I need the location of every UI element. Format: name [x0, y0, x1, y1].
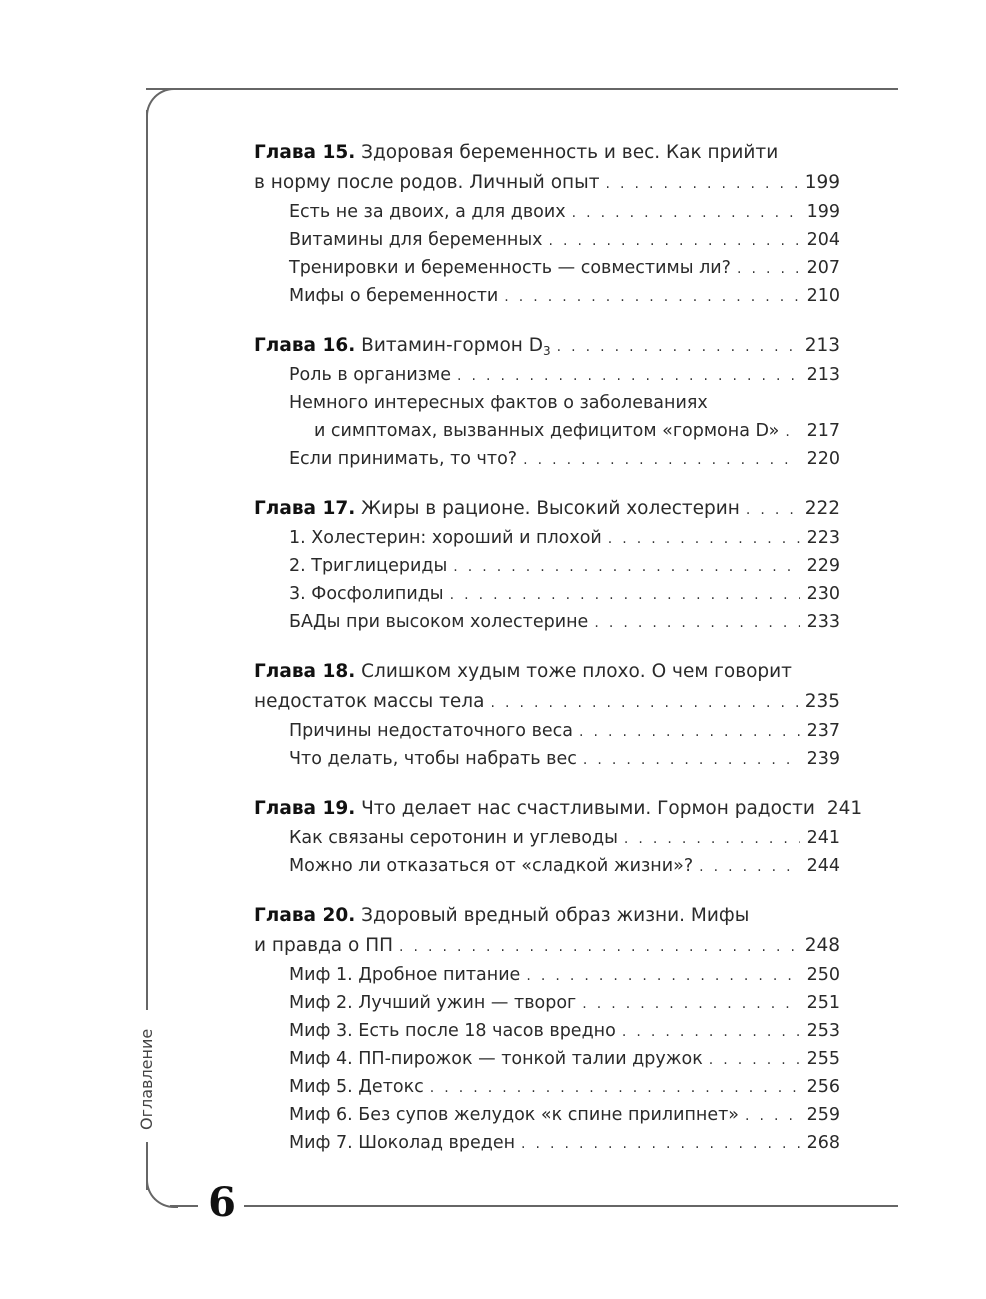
frame-bottom-corner: [146, 1170, 178, 1208]
page-number: 6: [208, 1179, 236, 1226]
leader-dots: [785, 418, 800, 446]
toc-entry[interactable]: [254, 445, 840, 473]
chapter-title-cont: и правда о ПП: [254, 935, 394, 956]
page-ref: 239: [806, 749, 840, 769]
leader-dots: [737, 255, 800, 283]
toc-entry[interactable]: [254, 989, 840, 1017]
leader-dots: [745, 1102, 800, 1130]
page-ref: 255: [806, 1049, 840, 1069]
leader-dots: [594, 609, 800, 637]
entry-title: Миф 2. Лучший ужин — творог: [289, 993, 577, 1013]
page-ref: 256: [806, 1077, 840, 1097]
entry-title: Миф 3. Есть после 18 часов вредно: [289, 1021, 616, 1041]
frame-top-corner: [146, 88, 178, 120]
chapter-title: Слишком худым тоже плохо. О чем говорит: [361, 661, 792, 682]
page-ref: 204: [806, 230, 840, 250]
chapter-number: Глава 19.: [254, 798, 356, 819]
toc-entry[interactable]: [254, 824, 840, 852]
leader-dots: [526, 962, 800, 990]
leader-dots: [399, 932, 799, 962]
entry-title: БАДы при высоком холестерине: [289, 612, 589, 632]
page-ref: 241: [806, 828, 840, 848]
leader-dots: [608, 525, 800, 553]
chapter-title-cont: в норму после родов. Личный опыт: [254, 172, 600, 193]
entry-title: Тренировки и беременность — совместимы ли?: [289, 258, 731, 278]
toc-entry[interactable]: [254, 1045, 840, 1073]
leader-dots: [699, 853, 800, 881]
toc-entry[interactable]: [254, 198, 840, 226]
toc-entry[interactable]: [254, 524, 840, 552]
toc-entry[interactable]: [254, 254, 840, 282]
page-ref: 229: [806, 556, 840, 576]
entry-title: Можно ли отказаться от «сладкой жизни»?: [289, 856, 694, 876]
leader-dots: [457, 362, 800, 390]
page-ref: 248: [804, 935, 840, 956]
page-ref: 217: [806, 421, 840, 441]
chapter-number: Глава 16.: [254, 335, 356, 356]
entry-title: Есть не за двоих, а для двоих: [289, 202, 566, 222]
chapter-number: Глава 18.: [254, 661, 356, 682]
chapter-heading[interactable]: [254, 138, 840, 168]
chapter-title-cont: недостаток массы тела: [254, 691, 485, 712]
leader-dots: [583, 746, 800, 774]
toc-entry-multiline[interactable]: [254, 389, 840, 417]
entry-title: Миф 1. Дробное питание: [289, 965, 521, 985]
page-ref: 250: [806, 965, 840, 985]
leader-dots: [572, 199, 800, 227]
leader-dots: [557, 332, 799, 362]
leader-dots: [430, 1074, 800, 1102]
page-ref: 213: [806, 365, 840, 385]
entry-title: 2. Триглицериды: [289, 556, 448, 576]
page-ref: 259: [806, 1105, 840, 1125]
toc-entry[interactable]: [254, 961, 840, 989]
page-ref: 199: [806, 202, 840, 222]
leader-dots: [624, 825, 800, 853]
entry-title: 3. Фосфолипиды: [289, 584, 444, 604]
page-ref: 220: [806, 449, 840, 469]
leader-dots: [579, 718, 800, 746]
page-ref: 253: [806, 1021, 840, 1041]
page-ref: 210: [806, 286, 840, 306]
entry-title: Как связаны серотонин и углеводы: [289, 828, 618, 848]
leader-dots: [523, 446, 800, 474]
page-ref: 268: [806, 1133, 840, 1153]
chapter-title: Здоровый вредный образ жизни. Мифы: [361, 905, 750, 926]
toc-entry[interactable]: [254, 1129, 840, 1157]
leader-dots: [453, 553, 800, 581]
chapter-17: [254, 494, 840, 636]
chapter-title: Витамин-гормон D: [361, 335, 543, 356]
leader-dots: [490, 688, 798, 718]
entry-title: Миф 6. Без супов желудок «к спине прилипнет»: [289, 1105, 739, 1125]
page-ref: 244: [806, 856, 840, 876]
chapter-20: [254, 901, 840, 1157]
entry-title: Миф 4. ПП-пирожок — тонкой талии дружок: [289, 1049, 703, 1069]
leader-dots: [622, 1018, 800, 1046]
page-ref: 237: [806, 721, 840, 741]
leader-dots: [746, 495, 799, 525]
chapter-heading-cont[interactable]: [254, 687, 840, 717]
entry-title-cont: и симптомах, вызванных дефицитом «гормона D»: [314, 421, 780, 441]
frame-bottom-rule-right: [244, 1205, 898, 1207]
running-head: Оглавление: [137, 1028, 156, 1130]
page-ref: 213: [804, 335, 840, 356]
page-ref: 222: [804, 498, 840, 519]
leader-dots: [504, 283, 800, 311]
page-ref: 230: [806, 584, 840, 604]
frame-left-rule-upper: [146, 110, 148, 1010]
entry-title: Витамины для беременных: [289, 230, 543, 250]
page-ref: 223: [806, 528, 840, 548]
toc-entry[interactable]: [254, 717, 840, 745]
leader-dots: [582, 990, 800, 1018]
chapter-18: [254, 657, 840, 773]
chapter-heading-cont[interactable]: [254, 931, 840, 961]
chapter-16: [254, 331, 840, 473]
page-ref: 233: [806, 612, 840, 632]
toc-entry[interactable]: [254, 1101, 840, 1129]
page-ref: 207: [806, 258, 840, 278]
entry-title: Что делать, чтобы набрать вес: [289, 749, 577, 769]
leader-dots: [709, 1046, 800, 1074]
entry-title: Причины недостаточного веса: [289, 721, 574, 741]
leader-dots: [549, 227, 800, 255]
page-ref: 241: [826, 798, 863, 819]
chapter-number: Глава 20.: [254, 905, 356, 926]
chapter-15: [254, 138, 840, 310]
entry-title: Миф 5. Детокс: [289, 1077, 424, 1097]
toc-entry[interactable]: [254, 552, 840, 580]
toc-entry[interactable]: [254, 745, 840, 773]
toc-entry[interactable]: [254, 580, 840, 608]
leader-dots: [606, 169, 799, 199]
entry-title: 1. Холестерин: хороший и плохой: [289, 528, 602, 548]
chapter-title: Что делает нас счастливыми. Гормон радости: [361, 798, 815, 819]
page-ref: 235: [804, 691, 840, 712]
chapter-title: Здоровая беременность и вес. Как прийти: [361, 142, 779, 163]
chapter-heading-cont[interactable]: [254, 168, 840, 198]
chapter-title: Жиры в рационе. Высокий холестерин: [361, 498, 740, 519]
frame-bottom-rule-left: [170, 1205, 198, 1207]
toc-entry[interactable]: [254, 282, 840, 310]
chapter-heading[interactable]: [254, 494, 840, 524]
entry-title: Немного интересных фактов о заболеваниях: [289, 393, 708, 413]
toc-entry[interactable]: [254, 608, 840, 636]
table-of-contents: [254, 138, 863, 1178]
entry-title: Мифы о беременности: [289, 286, 499, 306]
toc-entry[interactable]: [254, 1073, 840, 1101]
toc-entry[interactable]: [254, 852, 840, 880]
toc-entry[interactable]: [254, 226, 840, 254]
chapter-heading[interactable]: [254, 331, 840, 361]
entry-title: Если принимать, то что?: [289, 449, 518, 469]
entry-title: Миф 7. Шоколад вреден: [289, 1133, 516, 1153]
chapter-heading[interactable]: [254, 794, 863, 824]
chapter-heading[interactable]: [254, 657, 840, 687]
leader-dots: [450, 581, 800, 609]
leader-dots: [521, 1130, 800, 1158]
frame-top-rule: [146, 88, 898, 90]
chapter-heading[interactable]: [254, 901, 840, 931]
chapter-19: [254, 794, 863, 880]
toc-entry[interactable]: [254, 1017, 840, 1045]
subscript: 3: [542, 344, 551, 358]
page-ref: 199: [804, 172, 840, 193]
toc-entry-cont[interactable]: [254, 417, 840, 445]
chapter-number: Глава 15.: [254, 142, 356, 163]
entry-title: Роль в организме: [289, 365, 452, 385]
toc-entry[interactable]: [254, 361, 840, 389]
chapter-number: Глава 17.: [254, 498, 356, 519]
page-ref: 251: [806, 993, 840, 1013]
